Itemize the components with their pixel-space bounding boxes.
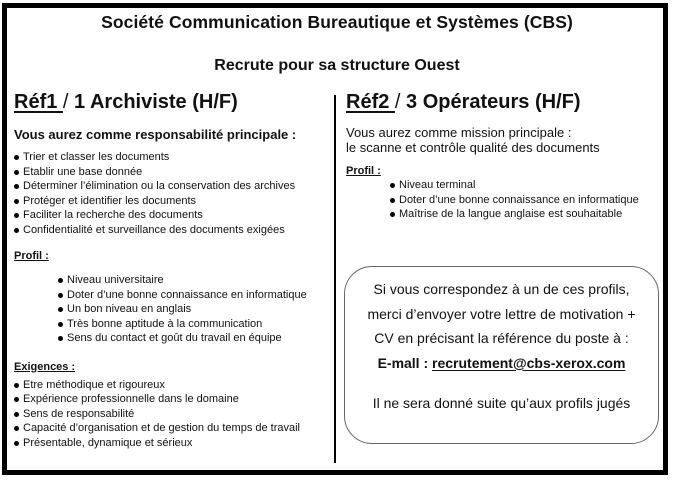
list-item: Etablir une base donnée (14, 165, 332, 180)
list-item: Très bonne aptitude à la communication (58, 317, 332, 332)
ref2-slash: / (394, 91, 401, 113)
email-link[interactable]: recrutement@cbs-xerox.com (432, 354, 626, 371)
ref2-code: Réf2 (346, 91, 395, 113)
ref1-slash: / (62, 91, 69, 113)
ref2-profile-label: Profil : (346, 165, 381, 177)
list-item: Doter d’une bonne connaissance en informatique (390, 193, 666, 208)
list-item: Sens de responsabilité (14, 407, 332, 422)
ref1-responsibilities-list (14, 150, 332, 237)
ref1-responsibility-heading: Vous aurez comme responsabilité principale : (14, 127, 297, 142)
ref1-position: 1 Archiviste (H/F) (68, 91, 238, 113)
list-item: Confidentialité et surveillance des documents exigées (14, 223, 332, 238)
email-line (345, 351, 658, 376)
ref1-code: Réf1 (14, 91, 63, 113)
list-item: Capacité d’organisation et de gestion du temps de travail (14, 421, 332, 436)
ref2-mission-heading: Vous aurez comme mission principale : (346, 125, 572, 140)
list-item: Faciliter la recherche des documents (14, 208, 332, 223)
ref1-requirements-label: Exigences : (14, 360, 76, 373)
contact-line-1: Si vous correspondez à un de ces profils, (373, 281, 630, 297)
ref2-profile-list (390, 178, 666, 222)
company-name: Société Communication Bureautique et Systèmes (CBS) (101, 12, 573, 32)
ref2-position: 3 Opérateurs (H/F) (400, 91, 581, 113)
list-item: Présentable, dynamique et sérieux (14, 436, 332, 451)
list-item: Niveau universitaire (58, 273, 332, 288)
list-item: Doter d’une bonne connaissance en informatique (58, 288, 332, 303)
list-item: Déterminer l’élimination ou la conservation des archives (14, 179, 332, 194)
ref1-requirements-list (14, 378, 332, 451)
ref1-profile-list (58, 273, 332, 346)
email-label: E-mall : (377, 354, 433, 371)
ref1-profile-label: Profil : (14, 250, 49, 262)
job-ref2-column (346, 90, 666, 222)
list-item: Maîtrise de la langue anglaise est souhaitable (390, 207, 666, 222)
contact-line-3: CV en précisant la référence du poste à : (374, 330, 629, 346)
list-item: Un bon niveau en anglais (58, 302, 332, 317)
tagline: Recrute pour sa structure Ouest (214, 57, 460, 74)
list-item: Niveau terminal (390, 178, 666, 193)
list-item: Expérience professionnelle dans le domaine (14, 392, 332, 407)
list-item: Etre méthodique et rigoureux (14, 378, 332, 393)
job-ref1-column (14, 90, 332, 450)
ref2-mission-detail: le scanne et contrôle qualité des documents (346, 140, 600, 155)
ref1-title (14, 90, 332, 114)
ref2-mission (346, 125, 666, 155)
list-item: Trier et classer les documents (14, 150, 332, 165)
contact-line-2: merci d’envoyer votre lettre de motivation + (367, 305, 636, 322)
list-item: Protéger et identifier les documents (14, 194, 332, 209)
ref2-title (346, 90, 666, 114)
list-item: Sens du contact et goût du travail en équipe (58, 331, 332, 346)
contact-box (344, 266, 659, 444)
contact-note: Il ne sera donné suite qu’aux profils jugés (372, 395, 631, 411)
column-divider (334, 95, 336, 463)
